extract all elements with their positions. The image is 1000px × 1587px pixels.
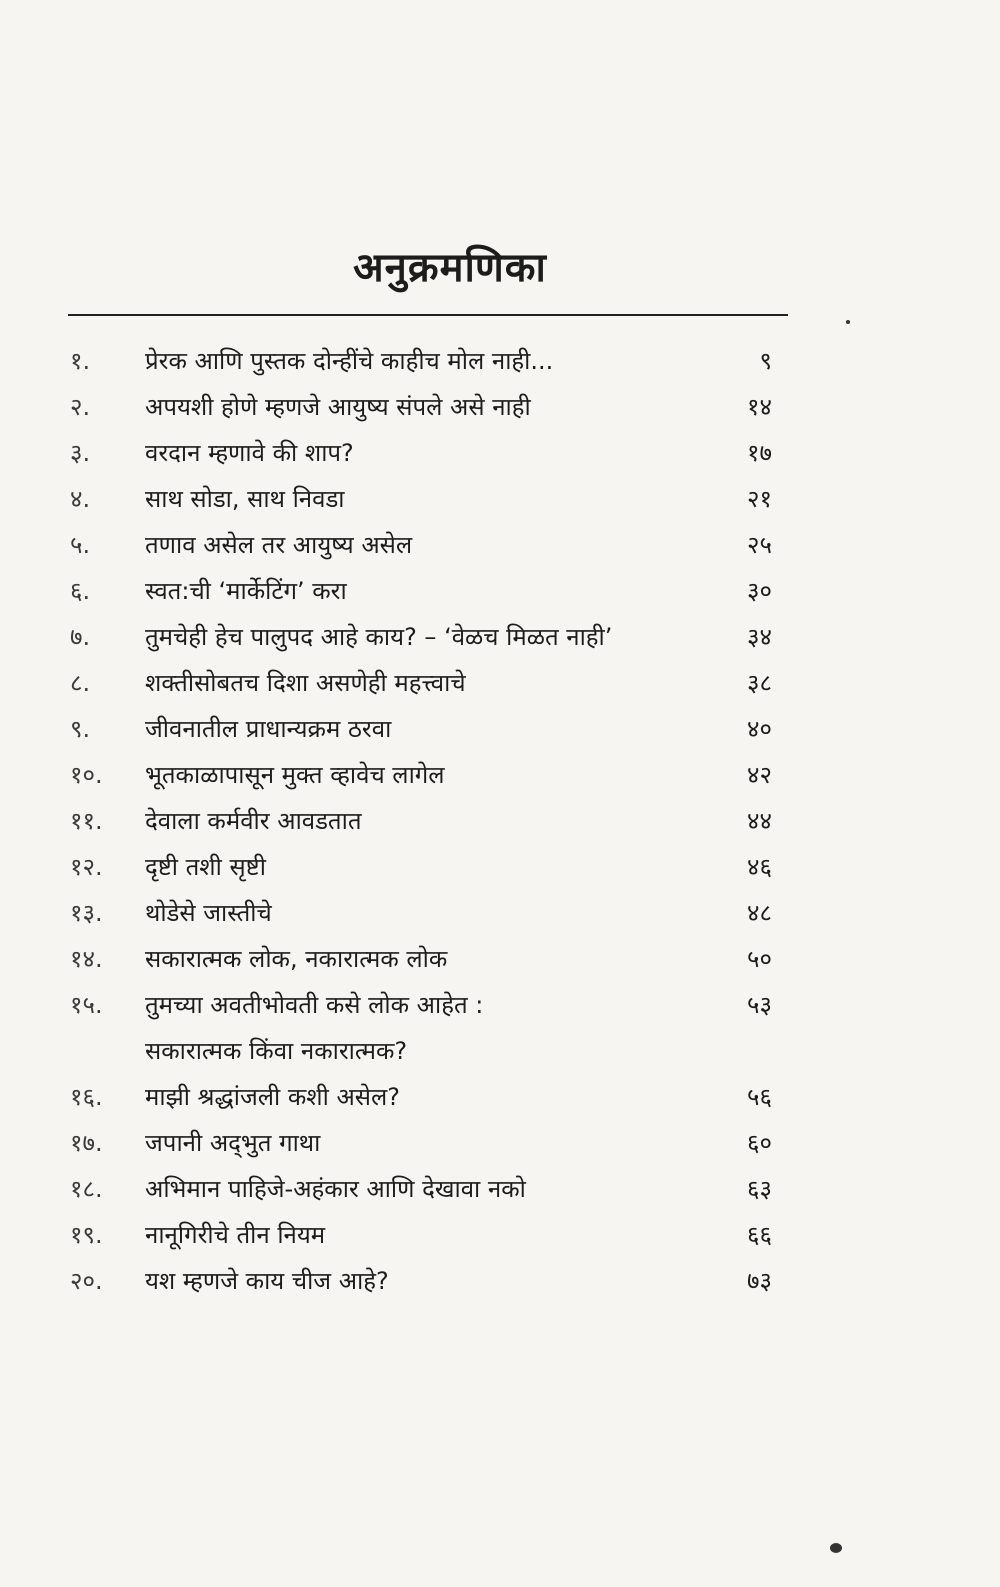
toc-entry-page: ५६: [747, 1083, 772, 1111]
toc-entry-page: ४२: [747, 761, 772, 789]
toc-entry-title: देवाला कर्मवीर आवडतात: [145, 807, 362, 835]
toc-entry: [0, 338, 1000, 384]
toc-entry: [0, 982, 1000, 1028]
toc-entry-number: १०.: [70, 761, 103, 789]
toc-entry-page: ४०: [747, 715, 772, 743]
toc-entry: [0, 522, 1000, 568]
toc-entry-title: सकारात्मक किंवा नकारात्मक?: [145, 1037, 408, 1065]
toc-entry-page: ४८: [747, 899, 772, 927]
toc-entry-title: थोडेसे जास्तीचे: [145, 899, 272, 927]
toc-entry: [0, 476, 1000, 522]
toc-entry: [0, 1258, 1000, 1304]
toc-entry-number: ४.: [70, 485, 91, 513]
toc-entry-page: ४६: [747, 853, 772, 881]
toc-entry: [0, 660, 1000, 706]
toc-entry-number: १८.: [70, 1175, 103, 1203]
toc-entry-title: माझी श्रद्धांजली कशी असेल?: [145, 1083, 401, 1111]
toc-entry-number: ३.: [70, 439, 91, 467]
toc-entry-number: ८.: [70, 669, 91, 697]
toc-entry-number: १.: [70, 347, 91, 375]
title-divider: [68, 314, 788, 316]
toc-entry-number: १९.: [70, 1221, 103, 1249]
toc-entry-title: दृष्टी तशी सृष्टी: [145, 853, 266, 881]
toc-entry-page: १४: [747, 393, 772, 421]
toc-entry-number: १७.: [70, 1129, 103, 1157]
toc-entry-number: ६.: [70, 577, 91, 605]
toc-entry-title: अभिमान पाहिजे-अहंकार आणि देखावा नको: [145, 1175, 526, 1203]
toc-entry: [0, 1120, 1000, 1166]
toc-entry: [0, 384, 1000, 430]
print-speck: [846, 320, 850, 324]
toc-entry-page: २५: [747, 531, 772, 559]
toc-entry-number: ११.: [70, 807, 103, 835]
toc-entry-title: यश म्हणजे काय चीज आहे?: [145, 1267, 389, 1295]
toc-entry-page: ३०: [747, 577, 772, 605]
toc-entry-page: ६०: [747, 1129, 772, 1157]
print-speck: [830, 1543, 842, 1553]
table-of-contents: [0, 338, 1000, 1304]
toc-entry-title: भूतकाळापासून मुक्त व्हावेच लागेल: [145, 761, 445, 789]
toc-entry-page: २१: [747, 485, 772, 513]
toc-entry-number: ९.: [70, 715, 91, 743]
toc-entry: [0, 844, 1000, 890]
toc-entry: [0, 936, 1000, 982]
toc-entry-number: १३.: [70, 899, 103, 927]
toc-entry: [0, 430, 1000, 476]
toc-entry: [0, 1166, 1000, 1212]
toc-entry-title: नानूगिरीचे तीन नियम: [145, 1221, 326, 1249]
toc-entry: [0, 890, 1000, 936]
toc-entry-number: २.: [70, 393, 91, 421]
toc-entry-title: प्रेरक आणि पुस्तक दोन्हींचे काहीच मोल नाही...: [145, 347, 554, 375]
toc-entry-page: ३८: [747, 669, 772, 697]
toc-entry-title: सकारात्मक लोक, नकारात्मक लोक: [145, 945, 448, 973]
toc-entry-title: जीवनातील प्राधान्यक्रम ठरवा: [145, 715, 392, 743]
toc-entry-number: ५.: [70, 531, 91, 559]
toc-entry: [0, 568, 1000, 614]
toc-entry-number: ७.: [70, 623, 91, 651]
toc-entry-page: ६६: [747, 1221, 772, 1249]
toc-entry-page: ४४: [747, 807, 772, 835]
toc-entry-page: १७: [747, 439, 772, 467]
toc-entry-number: २०.: [70, 1267, 103, 1295]
toc-entry: [0, 1028, 1000, 1074]
toc-entry: [0, 1074, 1000, 1120]
toc-entry-title: तणाव असेल तर आयुष्य असेल: [145, 531, 413, 559]
toc-entry-title: साथ सोडा, साथ निवडा: [145, 485, 345, 513]
toc-entry-page: ७३: [747, 1267, 772, 1295]
toc-entry-title: तुमचेही हेच पालुपद आहे काय? – ‘वेळच मिळत नाही’: [145, 623, 613, 651]
toc-entry-title: स्वत:ची ‘मार्केटिंग’ करा: [145, 577, 347, 605]
toc-entry-number: १२.: [70, 853, 103, 881]
toc-entry-number: १६.: [70, 1083, 103, 1111]
toc-entry: [0, 614, 1000, 660]
toc-entry: [0, 798, 1000, 844]
toc-entry: [0, 706, 1000, 752]
toc-entry: [0, 1212, 1000, 1258]
toc-entry-page: ५३: [747, 991, 772, 1019]
toc-entry-page: ६३: [747, 1175, 772, 1203]
toc-entry-title: तुमच्या अवतीभोवती कसे लोक आहेत :: [145, 991, 484, 1019]
toc-entry-page: ५०: [747, 945, 772, 973]
toc-entry-page: ३४: [747, 623, 772, 651]
toc-entry: [0, 752, 1000, 798]
toc-entry-title: शक्तीसोबतच दिशा असणेही महत्त्वाचे: [145, 669, 466, 697]
toc-entry-page: ९: [759, 347, 772, 375]
toc-entry-number: १५.: [70, 991, 103, 1019]
page-title: अनुक्रमणिका: [353, 245, 547, 291]
toc-entry-number: १४.: [70, 945, 103, 973]
toc-entry-title: वरदान म्हणावे की शाप?: [145, 439, 354, 467]
toc-entry-title: जपानी अद्‌भुत गाथा: [145, 1129, 321, 1157]
toc-entry-title: अपयशी होणे म्हणजे आयुष्य संपले असे नाही: [145, 393, 531, 421]
